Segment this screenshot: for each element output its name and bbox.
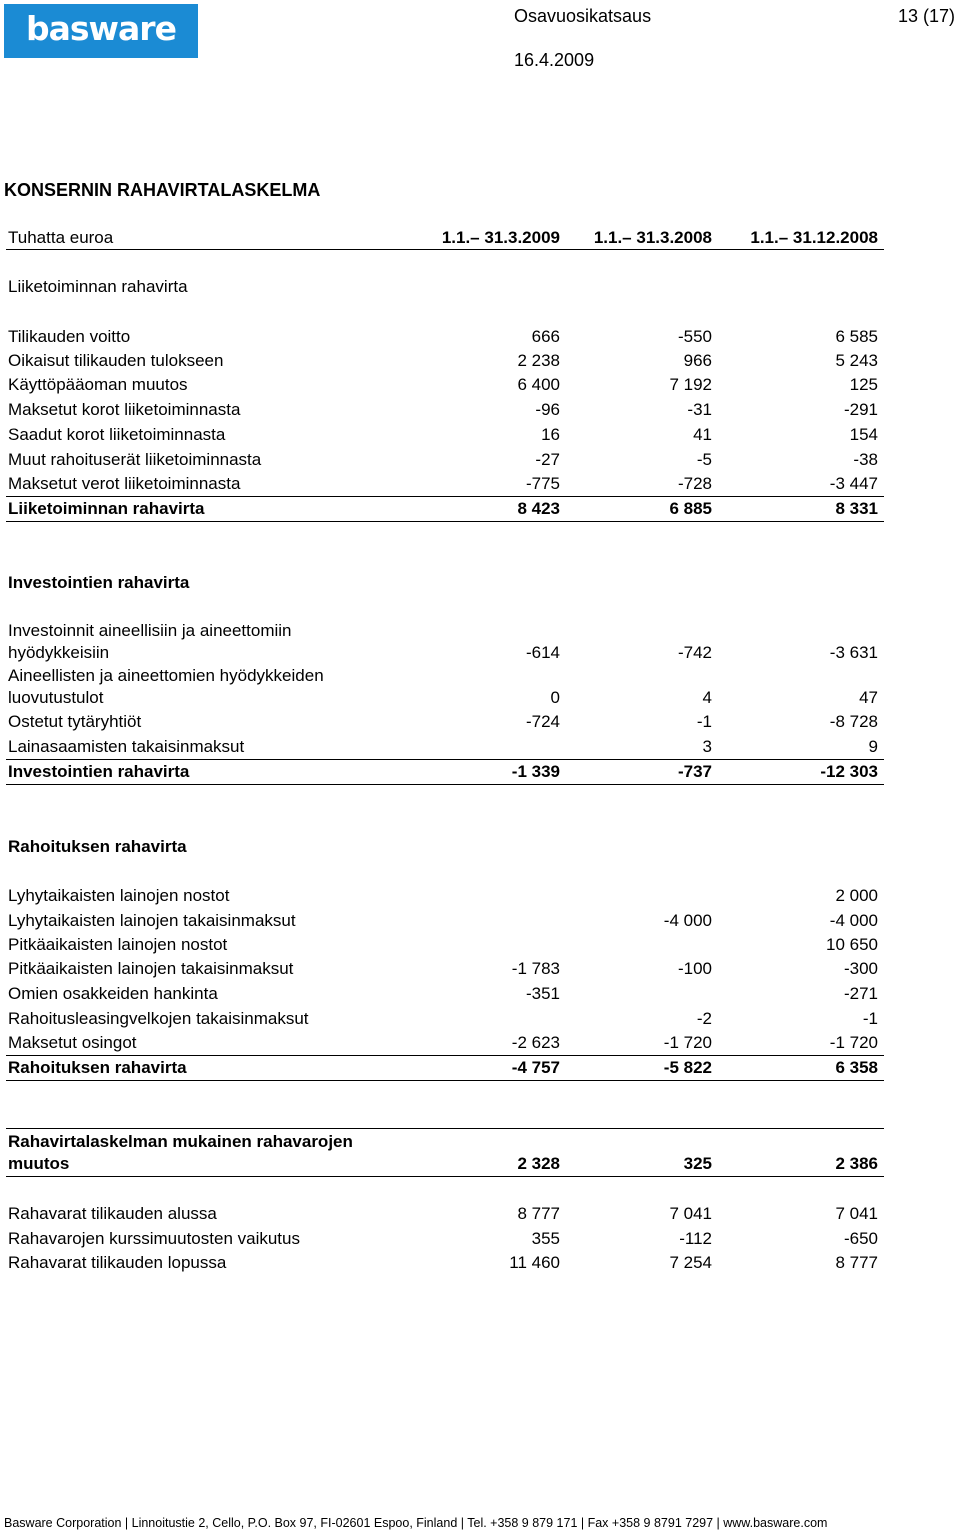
report-title: Osavuosikatsaus [514,6,652,26]
table-row [8,1032,884,1054]
total-q1-2008: -737 [677,762,712,781]
row-label: Pitkäaikaisten lainojen takaisinmaksut [8,959,294,978]
column-header-row [8,227,884,249]
column-header-fy-2008: 1.1.– 31.12.2008 [750,228,878,247]
table-row [8,642,884,664]
value-fy-2008: 9 [868,737,878,756]
table-row [8,399,884,421]
value-fy-2008: 6 585 [835,327,878,346]
value-q1-2008: 7 254 [669,1253,712,1272]
value-fy-2008: 5 243 [835,351,878,370]
change-top-divider [6,1128,884,1129]
value-q1-2008: -728 [677,474,712,493]
table-row [8,374,884,396]
column-header-q1-2009: 1.1.– 31.3.2009 [441,228,560,247]
row-label: Muut rahoituserät liiketoiminnasta [8,450,262,469]
value-q1-2008: -2 [696,1009,712,1028]
row-label: Lyhytaikaisten lainojen nostot [8,886,230,905]
change-label: muutos [8,1154,70,1173]
table-row [8,1228,884,1250]
value-q1-2008: -742 [677,643,712,662]
row-label-line1: Aineellisten ja aineettomien hyödykkeiden [8,666,324,685]
value-q1-2009: 2 238 [517,351,560,370]
value-q1-2008: 41 [693,425,712,444]
column-header-q1-2008: 1.1.– 31.3.2008 [593,228,712,247]
value-q1-2008: -4 000 [663,911,712,930]
table-row [8,910,884,932]
table-row [8,350,884,372]
change-fy-2008: 2 386 [835,1154,878,1173]
total-q1-2009: -4 757 [511,1058,560,1077]
value-q1-2008: -31 [687,400,712,419]
table-row [8,736,884,758]
value-fy-2008: -4 000 [829,911,878,930]
row-label: Omien osakkeiden hankinta [8,984,218,1003]
table-row-label-line [8,665,884,687]
section-heading [8,836,884,858]
subtotal-divider [6,1055,884,1056]
value-fy-2008: 7 041 [835,1204,878,1223]
value-q1-2009: 0 [550,688,560,707]
total-fy-2008: -12 303 [820,762,878,781]
value-q1-2009: 8 777 [517,1204,560,1223]
basware-logo [4,4,198,58]
value-fy-2008: -38 [853,450,878,469]
table-row [8,958,884,980]
value-fy-2008: -1 [862,1009,878,1028]
table-row [8,983,884,1005]
value-q1-2009: 16 [541,425,560,444]
change-bottom-divider [6,1176,884,1177]
value-q1-2008: 7 192 [669,375,712,394]
statement-title: KONSERNIN RAHAVIRTALASKELMA [4,180,321,200]
change-q1-2008: 325 [683,1154,712,1173]
total-fy-2008: 6 358 [835,1058,878,1077]
total-row [8,498,884,520]
value-fy-2008: -1 720 [829,1033,878,1052]
value-fy-2008: 2 000 [835,886,878,905]
value-q1-2009: 11 460 [509,1253,560,1272]
value-q1-2008: 4 [702,688,712,707]
value-fy-2008: 47 [859,688,878,707]
value-fy-2008: -291 [843,400,878,419]
value-fy-2008: 125 [849,375,878,394]
row-label: Rahoitusleasingvelkojen takaisinmaksut [8,1009,309,1028]
row-label: Käyttöpääoman muutos [8,375,188,394]
value-q1-2009: 6 400 [517,375,560,394]
table-row [8,424,884,446]
table-row [8,473,884,495]
total-q1-2009: 8 423 [517,499,560,518]
value-q1-2008: -5 [696,450,712,469]
total-divider [6,784,884,785]
row-label: Saadut korot liiketoiminnasta [8,425,226,444]
value-q1-2008: -1 720 [663,1033,712,1052]
value-fy-2008: 154 [849,425,878,444]
logo-text: basware [26,9,176,48]
table-row [8,711,884,733]
table-row [8,687,884,709]
value-fy-2008: -3 447 [829,474,878,493]
table-row [8,1203,884,1225]
total-q1-2009: -1 339 [511,762,560,781]
change-row [8,1153,884,1175]
table-row [8,934,884,956]
value-q1-2008: -1 [696,712,712,731]
value-q1-2009: 666 [531,327,560,346]
value-fy-2008: -271 [843,984,878,1003]
row-label: Oikaisut tilikauden tulokseen [8,351,224,370]
financing-heading: Rahoituksen rahavirta [8,837,187,856]
row-label: Pitkäaikaisten lainojen nostot [8,935,228,954]
company-footer: Basware Corporation | Linnoitustie 2, Cello, P.O. Box 97, FI-02601 Espoo, Finland | Tel. +358 9 879 171 | Fax +358 9 8791 7297 | www.basware.com [4,1516,828,1530]
row-label: Rahavarat tilikauden lopussa [8,1253,227,1272]
table-row [8,1008,884,1030]
value-q1-2009: -614 [525,643,560,662]
value-q1-2009: -724 [525,712,560,731]
header-divider [6,249,884,250]
value-q1-2009: -1 783 [511,959,560,978]
unit-label: Tuhatta euroa [8,228,114,247]
value-q1-2008: 7 041 [669,1204,712,1223]
value-fy-2008: -650 [843,1229,878,1248]
row-label: Maksetut verot liiketoiminnasta [8,474,241,493]
change-label-line1: Rahavirtalaskelman mukainen rahavarojen [8,1132,353,1151]
change-label-line [8,1131,884,1153]
row-label: luovutustulot [8,688,104,707]
value-q1-2009: -351 [525,984,560,1003]
row-label-line1: Investoinnit aineellisiin ja aineettomiin [8,621,292,640]
row-label: Maksetut korot liiketoiminnasta [8,400,241,419]
table-row [8,326,884,348]
table-row-label-line [8,620,884,642]
total-divider [6,1080,884,1081]
total-divider [6,521,884,522]
total-label: Rahoituksen rahavirta [8,1058,187,1077]
row-label: Rahavarat tilikauden alussa [8,1204,217,1223]
row-label: Rahavarojen kurssimuutosten vaikutus [8,1229,300,1248]
change-q1-2009: 2 328 [517,1154,560,1173]
value-q1-2009: -2 623 [511,1033,560,1052]
value-q1-2008: 966 [683,351,712,370]
value-q1-2009: -96 [535,400,560,419]
section-heading [8,572,884,594]
value-fy-2008: -300 [843,959,878,978]
value-q1-2008: -100 [677,959,712,978]
section-heading [8,276,884,298]
report-date: 16.4.2009 [514,50,595,70]
value-fy-2008: -8 728 [829,712,878,731]
row-label: Lyhytaikaisten lainojen takaisinmaksut [8,911,296,930]
total-q1-2008: -5 822 [663,1058,712,1077]
value-fy-2008: 8 777 [835,1253,878,1272]
total-q1-2008: 6 885 [669,499,712,518]
value-q1-2008: -112 [679,1229,712,1248]
subtotal-divider [6,496,884,497]
page-number: 13 (17) [898,6,956,26]
total-label: Investointien rahavirta [8,762,190,781]
investing-heading: Investointien rahavirta [8,573,190,592]
total-row [8,1057,884,1079]
row-label: Maksetut osingot [8,1033,137,1052]
value-fy-2008: 10 650 [826,935,878,954]
row-label: Ostetut tytäryhtiöt [8,712,142,731]
table-row [8,449,884,471]
operating-heading: Liiketoiminnan rahavirta [8,277,188,296]
row-label: Tilikauden voitto [8,327,131,346]
value-fy-2008: -3 631 [829,643,878,662]
value-q1-2009: -775 [525,474,560,493]
row-label: hyödykkeisiin [8,643,110,662]
value-q1-2009: -27 [535,450,560,469]
value-q1-2009: 355 [531,1229,560,1248]
value-q1-2008: -550 [677,327,712,346]
total-fy-2008: 8 331 [835,499,878,518]
value-q1-2008: 3 [702,737,712,756]
total-label: Liiketoiminnan rahavirta [8,499,205,518]
total-row [8,761,884,783]
table-row [8,1252,884,1274]
row-label: Lainasaamisten takaisinmaksut [8,737,245,756]
subtotal-divider [6,759,884,760]
table-row [8,885,884,907]
